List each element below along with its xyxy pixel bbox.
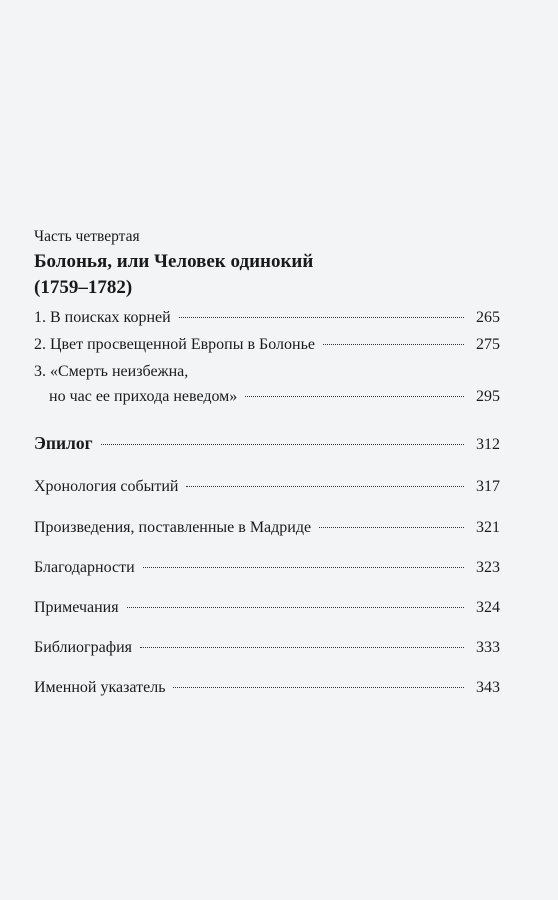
toc-entry-chronology: [34, 476, 500, 498]
toc-entry-notes: [34, 597, 500, 619]
toc-entry-label: Произведения, поставленные в Мадриде: [34, 519, 312, 536]
part-label: Часть четвертая: [34, 228, 140, 245]
toc-page-number: 323: [476, 559, 500, 576]
toc-entry-label: Библиография: [34, 639, 132, 656]
part-title: Болонья, или Человек одинокий: [34, 251, 314, 272]
toc-entry-epilogue: [34, 432, 500, 456]
toc-page-number: 317: [476, 478, 500, 495]
toc-entry-chapter-3: [34, 386, 500, 408]
toc-page-number: 333: [476, 639, 500, 656]
toc-entry-chapter-1: [34, 307, 500, 329]
dot-leader: [179, 317, 464, 318]
toc-entry-label: Благодарности: [34, 559, 135, 576]
toc-page-number: 343: [476, 679, 500, 696]
dot-leader: [140, 647, 464, 648]
dot-leader: [245, 396, 464, 397]
dot-leader: [186, 486, 464, 487]
toc-page-number: 265: [476, 309, 500, 326]
toc-entry-chapter-3-line1: [34, 361, 500, 383]
toc-entry-name-index: [34, 677, 500, 699]
toc-page-number: 295: [476, 388, 500, 405]
toc-entry-label: но час ее прихода неведом»: [49, 388, 238, 405]
toc-page-number: 312: [476, 436, 500, 453]
toc-entry-label: Эпилог: [34, 433, 93, 453]
toc-entry-label: 1. В поисках корней: [34, 309, 171, 326]
dot-leader: [323, 344, 464, 345]
dot-leader: [173, 687, 464, 688]
part-title-years: (1759–1782): [34, 277, 133, 298]
dot-leader: [101, 444, 464, 445]
toc-entry-chapter-2: [34, 334, 500, 356]
toc-entry-works: [34, 517, 500, 539]
toc-page-number: 321: [476, 519, 500, 536]
toc-entry-bibliography: [34, 637, 500, 659]
dot-leader: [127, 607, 464, 608]
dot-leader: [143, 567, 464, 568]
toc-entry-label: 2. Цвет просвещенной Европы в Болонье: [34, 336, 315, 353]
table-of-contents: [34, 226, 500, 699]
toc-entry-label: Хронология событий: [34, 478, 179, 495]
toc-entry-acknowledgements: [34, 557, 500, 579]
dot-leader: [319, 527, 464, 528]
toc-entry-label: Примечания: [34, 599, 119, 616]
toc-page-number: 275: [476, 336, 500, 353]
toc-entry-label: Именной указатель: [34, 679, 166, 696]
toc-entry-label: 3. «Смерть неизбежна,: [34, 363, 189, 380]
toc-page-number: 324: [476, 599, 500, 616]
